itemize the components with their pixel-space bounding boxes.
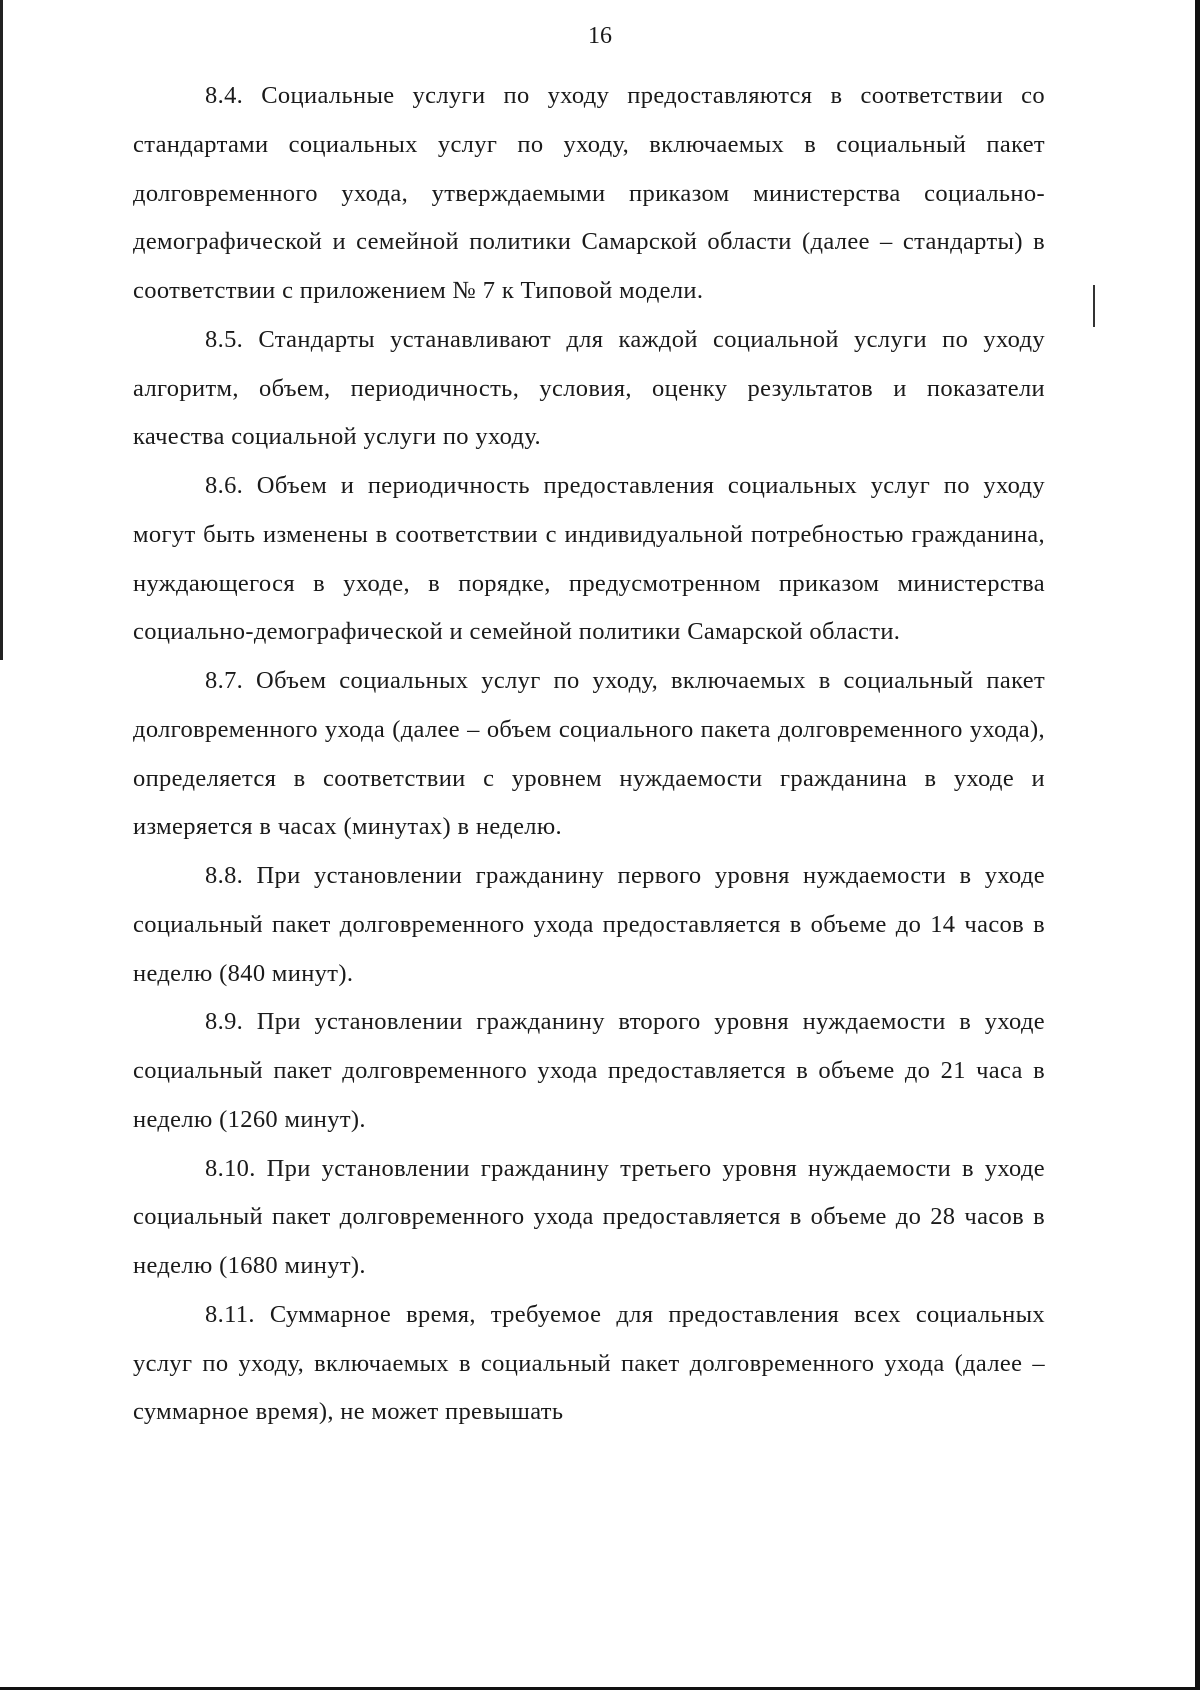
document-body: [133, 72, 1045, 1437]
paragraph-8-11: 8.11. Суммарное время, требуемое для предоставления всех социальных услуг по уходу, включаемых в социальный пакет долговременного ухода (далее – суммарное время), не может превышать: [133, 1300, 1045, 1426]
scan-mark: [1093, 285, 1095, 327]
paragraph-8-10: 8.10. При установлении гражданину третьего уровня нуждаемости в уходе социальный пакет долговременного ухода предоставляется в объеме до 28 часов в неделю (1680 минут).: [133, 1154, 1045, 1279]
scan-edge-left: [0, 0, 3, 660]
paragraph-8-9: 8.9. При установлении гражданину второго уровня нуждаемости в уходе социальный пакет долговременного ухода предоставляется в объеме до 21 часа в неделю (1260 минут).: [133, 1008, 1045, 1133]
paragraph-8-8: 8.8. При установлении гражданину первого уровня нуждаемости в уходе социальный пакет долговременного ухода предоставляется в объеме до 14 часов в неделю (840 минут).: [133, 862, 1045, 987]
paragraph-8-6: 8.6. Объем и периодичность предоставления социальных услуг по уходу могут быть изменены в соответствии с индивидуальной потребностью гражданина, нуждающегося в уходе, в порядке, предусмотренном приказом министерства социально-демографической и семейной политики Самарской области.: [133, 472, 1045, 646]
paragraph-8-4: 8.4. Социальные услуги по уходу предоставляются в соответствии со стандартами социальных услуг по уходу, включаемых в социальный пакет долговременного ухода, утверждаемыми приказом министерства социально-демографической и семейной политики Самарской области (далее – стандарты) в соответствии с приложением № 7 к Типовой модели.: [133, 82, 1045, 304]
paragraph-8-7: 8.7. Объем социальных услуг по уходу, включаемых в социальный пакет долговременного ухода (далее – объем социального пакета долговременного ухода), определяется в соответствии с уровнем нуждаемости гражданина в уходе и измеряется в часах (минутах) в неделю.: [133, 667, 1045, 841]
scan-edge-right: [1195, 0, 1200, 1698]
paragraph-8-5: 8.5. Стандарты устанавливают для каждой социальной услуги по уходу алгоритм, объем, периодичность, условия, оценку результатов и показатели качества социальной услуги по уходу.: [133, 325, 1045, 451]
page-number: 16: [588, 23, 612, 49]
scan-bottom-edge: [0, 1687, 1200, 1698]
